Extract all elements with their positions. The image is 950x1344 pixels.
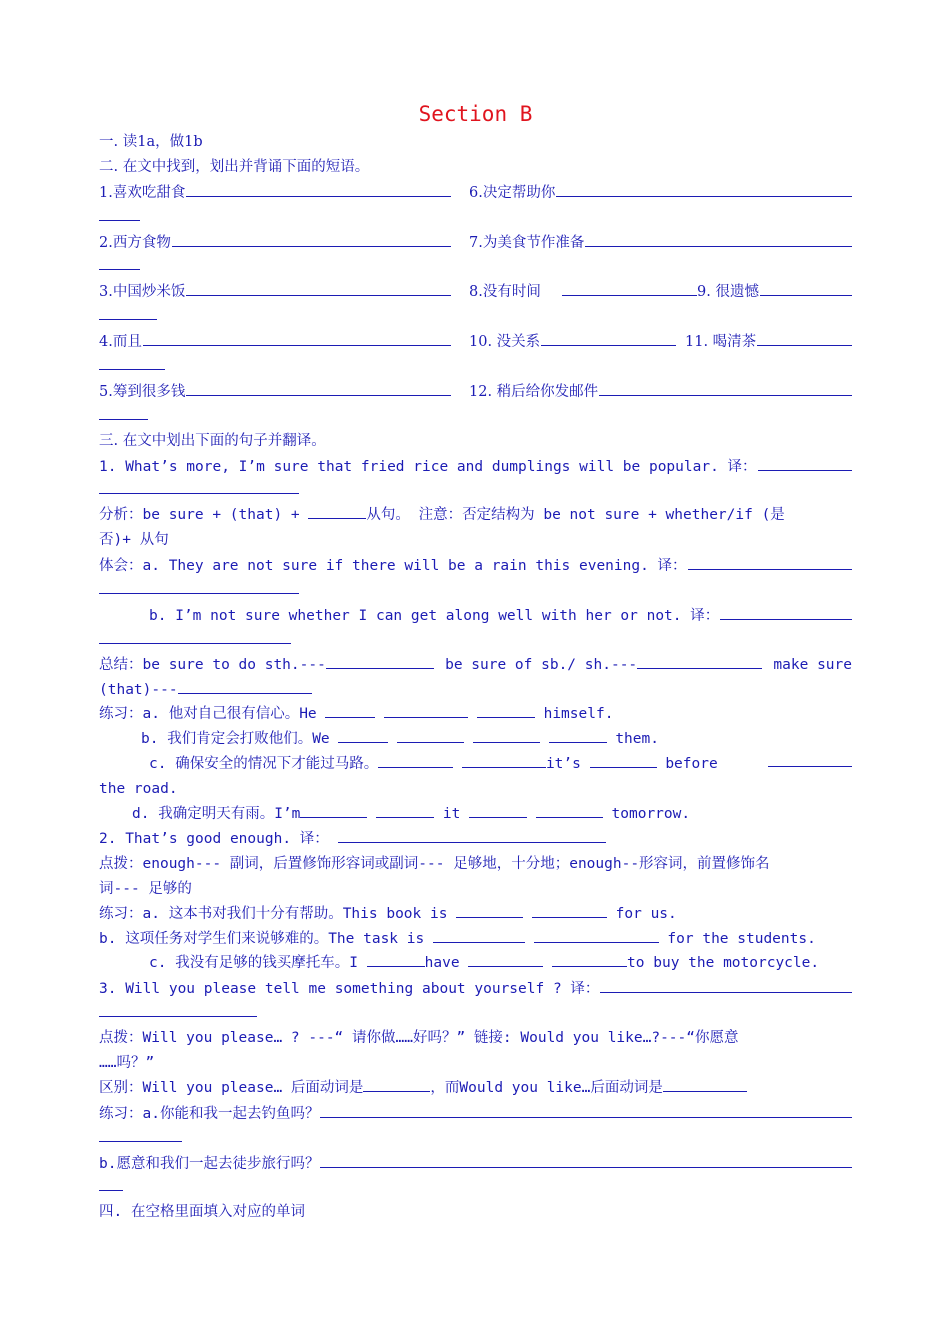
s2-practice-c-have: have bbox=[424, 955, 460, 972]
phrase-6-blank bbox=[556, 180, 852, 197]
s3-tip-b: ……吗？” bbox=[99, 1054, 155, 1071]
wrap-blank bbox=[99, 405, 148, 420]
s2-practice-c-end: to buy the motorcycle. bbox=[627, 955, 820, 972]
s1-practice-c-its: it’s bbox=[545, 756, 581, 773]
blank[interactable] bbox=[376, 803, 434, 818]
s1-wrap bbox=[99, 478, 852, 503]
blank[interactable] bbox=[367, 952, 425, 967]
phrase-6: 6.决定帮助你 bbox=[469, 184, 556, 201]
phrase-11-blank bbox=[757, 329, 852, 346]
section-2-heading: 二. 在文中找到，划出并背诵下面的短语。 bbox=[99, 158, 370, 175]
phrase-row-1-wrap bbox=[99, 205, 852, 230]
blank[interactable] bbox=[325, 703, 375, 718]
blank[interactable] bbox=[456, 903, 523, 918]
s1-practice-d-it: it bbox=[442, 806, 461, 823]
s1-practice-a-text: 练习：a. 他对自己很有信心。He bbox=[99, 706, 317, 723]
phrase-5-blank bbox=[186, 379, 451, 396]
s1-summary-a: 总结：be sure to do sth.--- bbox=[99, 656, 326, 673]
blank[interactable] bbox=[534, 928, 659, 943]
s1-practice-a bbox=[99, 702, 852, 727]
s1-exp-b-wrap bbox=[99, 628, 852, 653]
s3-practice-b-blank[interactable] bbox=[320, 1151, 852, 1168]
blank[interactable] bbox=[433, 928, 525, 943]
s1-exp-a-wrap bbox=[99, 578, 852, 603]
phrase-2-blank bbox=[172, 230, 451, 247]
s1-summary-blank-1[interactable] bbox=[326, 654, 434, 669]
wrap-blank[interactable] bbox=[99, 1002, 257, 1017]
s3-tip-a: 点拨：Will you please… ? ---“ 请你做……好吗？” 链接: Would you like…?---“你愿意 bbox=[99, 1030, 739, 1047]
s3-practice-b-row bbox=[99, 1151, 852, 1176]
phrase-row-3-wrap bbox=[99, 304, 852, 329]
wrap-blank[interactable] bbox=[99, 479, 299, 494]
s1-analysis-a: 分析：be sure + (that) + bbox=[99, 507, 309, 524]
s2-practice-b-end: for the students. bbox=[667, 930, 816, 947]
wrap-blank[interactable] bbox=[99, 629, 291, 644]
s1-practice-c-text: c. 确保安全的情况下才能过马路。 bbox=[149, 756, 379, 773]
s1-experience-a: 体会：a. They are not sure if there will be a rain this evening. 译： bbox=[99, 558, 687, 575]
section-3-heading: 三. 在文中划出下面的句子并翻译。 bbox=[99, 432, 326, 449]
phrase-8: 8.没有时间 bbox=[469, 284, 541, 301]
phrase-7: 7.为美食节作准备 bbox=[469, 234, 585, 251]
s1-sentence: 1. What’s more, I’m sure that fried rice and dumplings will be popular. 译： bbox=[99, 458, 757, 475]
s3-sentence: 3. Will you please tell me something about yourself ? 译： bbox=[99, 981, 600, 998]
s1-experience-b-blank[interactable] bbox=[720, 603, 852, 620]
wrap-blank bbox=[99, 355, 165, 370]
s1-analysis-blank[interactable] bbox=[308, 504, 366, 519]
s2-practice-b bbox=[99, 927, 852, 952]
phrase-9-blank bbox=[760, 279, 852, 296]
wrap-blank bbox=[99, 206, 140, 221]
s3-pr-a-wrap bbox=[99, 1126, 852, 1151]
phrase-row-3 bbox=[99, 279, 852, 304]
phrase-row-2-wrap bbox=[99, 254, 852, 279]
s1-summary-d: (that)--- bbox=[99, 681, 178, 698]
wrap-blank[interactable] bbox=[99, 579, 299, 594]
phrase-3-blank bbox=[186, 279, 451, 296]
s2-practice-a-text: 练习：a. 这本书对我们十分有帮助。This book is bbox=[99, 905, 448, 922]
s1-experience-b-row bbox=[99, 603, 852, 628]
page-title: Section B bbox=[418, 102, 533, 126]
blank[interactable] bbox=[663, 1077, 747, 1092]
blank[interactable] bbox=[397, 728, 464, 743]
blank[interactable] bbox=[532, 903, 607, 918]
phrase-7-blank bbox=[585, 230, 852, 247]
s1-practice-d bbox=[99, 802, 852, 827]
phrase-row-2 bbox=[99, 230, 852, 255]
s3-practice-a: 练习：a.你能和我一起去钓鱼吗？ bbox=[99, 1105, 320, 1122]
phrase-1: 1.喜欢吃甜食 bbox=[99, 184, 186, 201]
s1-summary-blank-3[interactable] bbox=[178, 679, 312, 694]
phrase-10-blank bbox=[541, 329, 676, 346]
blank[interactable] bbox=[549, 728, 607, 743]
s2-practice-a-end: for us. bbox=[615, 905, 677, 922]
s1-analysis-line bbox=[99, 503, 852, 528]
s1-summary-line bbox=[99, 653, 852, 678]
s2-practice-c-text: c. 我没有足够的钱买摩托车。I bbox=[149, 955, 358, 972]
s2-translation-blank[interactable] bbox=[338, 828, 606, 843]
blank[interactable] bbox=[468, 952, 543, 967]
s3-difference bbox=[99, 1076, 852, 1101]
s1-summary-blank-2[interactable] bbox=[637, 654, 762, 669]
blank[interactable] bbox=[300, 803, 367, 818]
phrase-row-1 bbox=[99, 180, 852, 205]
s2-sentence: 2. That’s good enough. 译： bbox=[99, 830, 329, 847]
s1-sentence-row bbox=[99, 454, 852, 479]
s1-practice-c bbox=[99, 752, 852, 777]
wrap-blank[interactable] bbox=[99, 1176, 123, 1191]
s1-practice-a-end: himself. bbox=[543, 706, 614, 723]
phrase-4: 4.而且 bbox=[99, 334, 142, 351]
s1-practice-b-end: them. bbox=[615, 731, 659, 748]
phrase-2: 2.西方食物 bbox=[99, 234, 171, 251]
s1-practice-d-text: d. 我确定明天有雨。I’m bbox=[132, 806, 301, 823]
s1-experience-b: b. I’m not sure whether I can get along well with her or not. 译： bbox=[149, 607, 720, 624]
blank[interactable] bbox=[552, 952, 627, 967]
s3-difference-a: 区别：Will you please… 后面动词是 bbox=[99, 1079, 364, 1096]
phrase-12-blank bbox=[599, 379, 852, 396]
s1-summary-line-2 bbox=[99, 678, 852, 703]
s3-practice-a-row bbox=[99, 1101, 852, 1126]
phrase-row-4-wrap bbox=[99, 354, 852, 379]
section-1-heading: 一. 读1a，做1b bbox=[99, 134, 203, 150]
s1-experience-a-blank[interactable] bbox=[688, 553, 852, 570]
s1-practice-b-text: b. 我们肯定会打败他们。We bbox=[141, 731, 330, 748]
s1-summary-c: make sure bbox=[773, 656, 852, 673]
blank[interactable] bbox=[338, 728, 388, 743]
s3-pr-b-wrap bbox=[99, 1175, 852, 1200]
blank[interactable] bbox=[473, 728, 540, 743]
phrase-9: 9. 很遗憾 bbox=[697, 284, 759, 301]
phrase-3: 3.中国炒米饭 bbox=[99, 284, 186, 301]
phrase-11: 11. 喝清茶 bbox=[685, 334, 757, 351]
s3-practice-a-blank[interactable] bbox=[320, 1101, 852, 1118]
blank[interactable] bbox=[462, 753, 546, 768]
s3-sentence-row bbox=[99, 976, 852, 1001]
s2-tip-a: 点拨：enough--- 副词，后置修饰形容词或副词--- 足够地，十分地；enough--形容词，前置修饰名 bbox=[99, 855, 770, 872]
wrap-blank[interactable] bbox=[99, 1127, 182, 1142]
s3-wrap bbox=[99, 1001, 852, 1026]
s1-summary-b: be sure of sb./ sh.--- bbox=[445, 656, 638, 673]
s2-practice-a bbox=[99, 902, 852, 927]
s2-practice-b-text: b. 这项任务对学生们来说够难的。The task is bbox=[99, 930, 425, 947]
phrase-10: 10. 没关系 bbox=[469, 334, 541, 351]
phrase-4-blank bbox=[143, 329, 451, 346]
phrase-12: 12. 稍后给你发邮件 bbox=[469, 383, 599, 400]
s2-sentence-row bbox=[99, 827, 852, 852]
s1-practice-d-end: tomorrow. bbox=[611, 806, 691, 823]
s3-practice-b: b.愿意和我们一起去徒步旅行吗？ bbox=[99, 1155, 320, 1172]
blank[interactable] bbox=[469, 803, 527, 818]
blank[interactable] bbox=[384, 703, 468, 718]
s1-translation-blank[interactable] bbox=[758, 454, 852, 471]
s1-practice-b bbox=[99, 727, 852, 752]
s3-translation-blank[interactable] bbox=[600, 976, 852, 993]
phrase-5: 5.筹到很多钱 bbox=[99, 383, 186, 400]
s2-tip-b: 词--- 足够的 bbox=[99, 880, 192, 897]
s1-practice-c-end: the road. bbox=[99, 781, 178, 798]
blank[interactable] bbox=[536, 803, 603, 818]
s1-analysis-c: 否)+ 从句 bbox=[99, 532, 169, 549]
phrase-1-blank bbox=[186, 180, 451, 197]
s1-analysis-b: 从句。 注意：否定结构为 be not sure + whether/if (是 bbox=[366, 507, 785, 524]
blank[interactable] bbox=[363, 1077, 430, 1092]
blank[interactable] bbox=[477, 703, 535, 718]
blank[interactable] bbox=[378, 753, 453, 768]
wrap-blank bbox=[99, 255, 140, 270]
wrap-blank bbox=[99, 305, 157, 320]
phrase-8-blank bbox=[562, 279, 697, 296]
s2-practice-c bbox=[99, 951, 852, 976]
blank[interactable] bbox=[590, 753, 657, 768]
phrase-row-5 bbox=[99, 379, 852, 404]
phrase-row-5-wrap bbox=[99, 404, 852, 429]
blank[interactable] bbox=[768, 752, 852, 767]
section-4-heading: 四. 在空格里面填入对应的单词 bbox=[99, 1204, 305, 1221]
phrase-row-4 bbox=[99, 329, 852, 354]
worksheet-page bbox=[99, 98, 852, 1225]
s1-practice-c-before: before bbox=[665, 756, 718, 773]
s1-experience-a-row bbox=[99, 553, 852, 578]
s3-difference-b: ，而Would you like…后面动词是 bbox=[430, 1079, 663, 1096]
